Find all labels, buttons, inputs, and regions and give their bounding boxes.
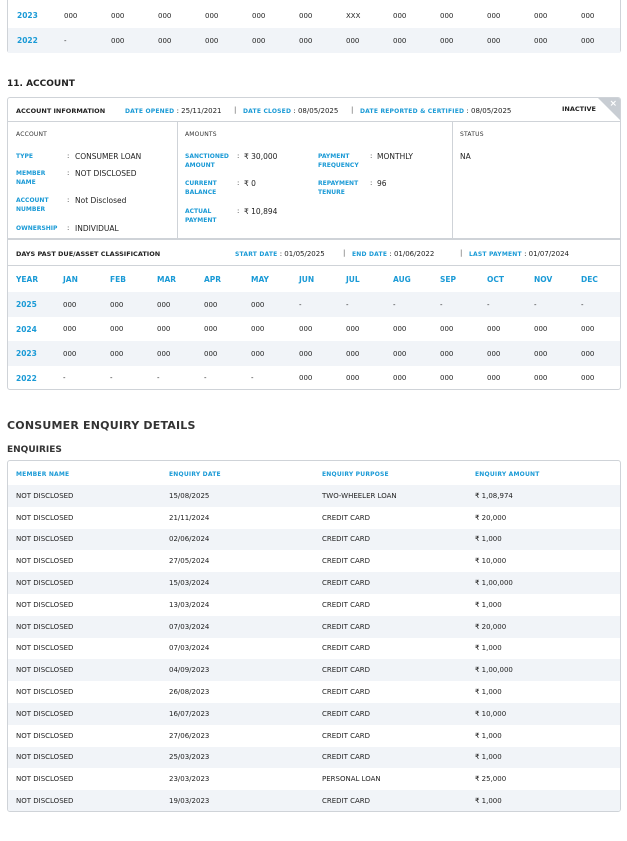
- month-cell: 000: [158, 11, 172, 20]
- table-cell: 07/03/2024: [169, 644, 210, 653]
- month-cell: 000: [393, 36, 407, 45]
- table-row: [8, 366, 620, 391]
- table-cell: 27/05/2024: [169, 557, 210, 566]
- previous-account-dpd-table: [7, 0, 621, 53]
- table-cell: NOT DISCLOSED: [16, 775, 74, 784]
- table-row: [8, 3, 620, 28]
- month-cell: -: [204, 374, 207, 382]
- member-name-label: MEMBER NAME: [16, 170, 46, 186]
- column-header: JUL: [346, 275, 360, 284]
- month-cell: -: [393, 300, 396, 309]
- account-card: ACCOUNT INFORMATION DATE OPENED : 25/11/2021 | DATE CLOSED : 08/05/2025 | DATE REPORTED & CERTIFIED : 08/05/2025 INACTIVE × ACCOUNT AMOUNTS STATUS TYPE : CONSUMER LOAN MEMBER NAME : NOT DISCLOSED ACCOUNT NUMBER : Not Disclosed OWNERSHIP : INDIVIDUAL SANCTIONED AMOUNT : ₹ 30,000 CURRENT BALANCE : ₹ 0 ACTUAL PAYMENT : ₹ 10,894 PAYMENT FREQUENCY : MONTHLY REPAYMENT TENURE : 96 NA DAYS PAST DUE/ASSET CLASSIFICATION START DATE : 01/05/2025 | END DATE : 01/06/2022 | LAST PAYMENT : 01/07/2024 YEAR JAN FEB MAR APR MAY JUN JUL AUG SEP OCT NOV DEC 2025 000 000 000 000 000 - - - - - - - 2024 000 000 000 000 000 000 000 000 000 000 000 000 2023 000 000 000 000 000 000 000 000 000 000 000 000 2022 - - - - - 000 000 000 000 000 000 000: [7, 97, 621, 390]
- table-cell: 16/07/2023: [169, 709, 210, 718]
- month-cell: 000: [299, 325, 313, 333]
- table-row: [8, 790, 620, 812]
- enquiries-table: [7, 460, 621, 812]
- table-cell: ₹ 1,000: [475, 753, 502, 762]
- table-cell: NOT DISCLOSED: [16, 731, 74, 740]
- enquiries-subtitle: ENQUIRIES: [7, 445, 62, 455]
- type-value: CONSUMER LOAN: [75, 152, 142, 161]
- month-cell: 000: [534, 36, 548, 45]
- dpd-end-date: END DATE : 01/06/2022: [352, 250, 435, 258]
- table-cell: CREDIT CARD: [322, 666, 371, 675]
- month-cell: 000: [581, 374, 595, 382]
- month-cell: 000: [204, 349, 218, 358]
- table-cell: 07/03/2024: [169, 622, 210, 631]
- table-cell: NOT DISCLOSED: [16, 688, 74, 697]
- month-cell: 000: [393, 374, 407, 382]
- table-cell: 19/03/2023: [169, 797, 210, 806]
- table-cell: PERSONAL LOAN: [322, 775, 381, 784]
- table-cell: ₹ 1,000: [475, 535, 502, 544]
- month-cell: 000: [111, 36, 125, 45]
- table-row: [8, 703, 620, 725]
- month-cell: -: [63, 374, 66, 382]
- month-cell: 000: [251, 349, 265, 358]
- month-cell: 000: [393, 325, 407, 333]
- month-cell: 000: [581, 349, 595, 358]
- table-cell: ₹ 20,000: [475, 513, 507, 522]
- month-cell: 000: [534, 349, 548, 358]
- column-header: FEB: [110, 275, 126, 284]
- table-cell: TWO-WHEELER LOAN: [322, 491, 397, 500]
- table-row: [8, 507, 620, 529]
- month-cell: 000: [346, 374, 360, 382]
- month-cell: 000: [251, 325, 265, 333]
- table-cell: NOT DISCLOSED: [16, 579, 74, 588]
- sanctioned-amount-value: ₹ 30,000: [244, 152, 278, 161]
- month-cell: 000: [346, 325, 360, 333]
- date-closed: DATE CLOSED : 08/05/2025: [243, 107, 339, 115]
- status-column-title: STATUS: [460, 131, 484, 138]
- month-cell: 000: [393, 11, 407, 20]
- month-cell: -: [251, 374, 254, 382]
- table-cell: NOT DISCLOSED: [16, 709, 74, 718]
- column-header: JAN: [63, 275, 78, 284]
- actual-payment-value: ₹ 10,894: [244, 207, 278, 216]
- repayment-tenure-value: 96: [377, 179, 387, 188]
- table-cell: 23/03/2023: [169, 775, 210, 784]
- month-cell: -: [110, 374, 113, 382]
- column-header: MAY: [251, 275, 269, 284]
- month-cell: 000: [204, 300, 218, 309]
- year-cell: 2023: [17, 11, 38, 20]
- month-cell: 000: [487, 36, 501, 45]
- month-cell: 000: [299, 349, 313, 358]
- actual-payment-label: ACTUAL PAYMENT: [185, 208, 217, 224]
- month-cell: 000: [346, 36, 360, 45]
- column-header: MAR: [157, 275, 177, 284]
- table-row: [8, 28, 620, 53]
- column-header: MEMBER NAME: [16, 471, 70, 478]
- year-cell: 2022: [17, 36, 38, 45]
- table-cell: CREDIT CARD: [322, 753, 371, 762]
- table-row: [8, 616, 620, 638]
- table-cell: ₹ 1,08,974: [475, 491, 513, 500]
- month-cell: 000: [111, 11, 125, 20]
- month-cell: 000: [110, 325, 124, 333]
- month-cell: -: [346, 300, 349, 309]
- column-header: NOV: [534, 275, 553, 284]
- column-header: AUG: [393, 275, 411, 284]
- table-cell: NOT DISCLOSED: [16, 622, 74, 631]
- payment-frequency-value: MONTHLY: [377, 152, 413, 161]
- month-cell: 000: [487, 349, 501, 358]
- dpd-last-payment: LAST PAYMENT : 01/07/2024: [469, 250, 569, 258]
- table-cell: CREDIT CARD: [322, 579, 371, 588]
- month-cell: -: [440, 300, 443, 309]
- table-cell: NOT DISCLOSED: [16, 557, 74, 566]
- table-cell: ₹ 1,000: [475, 731, 502, 740]
- table-cell: CREDIT CARD: [322, 557, 371, 566]
- table-cell: 25/03/2023: [169, 753, 210, 762]
- month-cell: 000: [440, 36, 454, 45]
- ownership-value: INDIVIDUAL: [75, 224, 119, 233]
- table-cell: ₹ 1,000: [475, 688, 502, 697]
- month-cell: 000: [157, 349, 171, 358]
- ownership-label: OWNERSHIP: [16, 225, 58, 232]
- month-cell: 000: [440, 349, 454, 358]
- month-cell: -: [157, 374, 160, 382]
- table-row: [8, 681, 620, 703]
- repayment-tenure-label: REPAYMENT TENURE: [318, 180, 359, 196]
- account-column-title: ACCOUNT: [16, 131, 48, 138]
- table-cell: CREDIT CARD: [322, 644, 371, 653]
- month-cell: 000: [252, 36, 266, 45]
- month-cell: 000: [534, 374, 548, 382]
- month-cell: -: [581, 300, 584, 309]
- table-row: [8, 550, 620, 572]
- table-row: [8, 768, 620, 790]
- column-header: DEC: [581, 275, 598, 284]
- table-row: [8, 638, 620, 660]
- table-row: [8, 341, 620, 366]
- table-cell: ₹ 1,000: [475, 644, 502, 653]
- current-balance-value: ₹ 0: [244, 179, 256, 188]
- table-cell: CREDIT CARD: [322, 709, 371, 718]
- member-name-value: NOT DISCLOSED: [75, 169, 137, 178]
- table-cell: CREDIT CARD: [322, 797, 371, 806]
- month-cell: XXX: [346, 11, 361, 20]
- month-cell: 000: [581, 11, 595, 20]
- month-cell: 000: [487, 374, 501, 382]
- date-reported: DATE REPORTED & CERTIFIED : 08/05/2025: [360, 107, 512, 115]
- table-cell: CREDIT CARD: [322, 731, 371, 740]
- month-cell: 000: [581, 325, 595, 333]
- month-cell: 000: [64, 11, 78, 20]
- month-cell: 000: [346, 349, 360, 358]
- table-row: [8, 572, 620, 594]
- table-cell: 15/08/2025: [169, 491, 210, 500]
- dpd-header-row: [8, 267, 620, 292]
- dpd-start-date: START DATE : 01/05/2025: [235, 250, 325, 258]
- table-cell: ₹ 20,000: [475, 622, 507, 631]
- month-cell: 000: [299, 374, 313, 382]
- table-cell: 27/06/2023: [169, 731, 210, 740]
- account-info-title: ACCOUNT INFORMATION: [16, 107, 106, 115]
- type-label: TYPE: [16, 153, 33, 160]
- table-cell: NOT DISCLOSED: [16, 491, 74, 500]
- account-info-header: ACCOUNT INFORMATION DATE OPENED : 25/11/2021 | DATE CLOSED : 08/05/2025 | DATE REPORTED & CERTIFIED : 08/05/2025 INACTIVE ×: [8, 98, 620, 122]
- dpd-header: DAYS PAST DUE/ASSET CLASSIFICATION START DATE : 01/05/2025 | END DATE : 01/06/2022 | LAST PAYMENT : 01/07/2024: [8, 238, 620, 266]
- month-cell: 000: [299, 11, 313, 20]
- table-cell: NOT DISCLOSED: [16, 600, 74, 609]
- column-header: ENQUIRY DATE: [169, 471, 221, 478]
- month-cell: 000: [252, 11, 266, 20]
- date-opened: DATE OPENED : 25/11/2021: [125, 107, 222, 115]
- table-row: [8, 747, 620, 769]
- column-header: ENQUIRY AMOUNT: [475, 471, 540, 478]
- account-number-value: Not Disclosed: [75, 196, 127, 205]
- payment-frequency-label: PAYMENT FREQUENCY: [318, 153, 359, 169]
- table-cell: NOT DISCLOSED: [16, 644, 74, 653]
- month-cell: 000: [205, 36, 219, 45]
- table-row: [8, 317, 620, 342]
- month-cell: 000: [110, 349, 124, 358]
- month-cell: -: [299, 300, 302, 309]
- table-cell: ₹ 1,00,000: [475, 666, 513, 675]
- column-header: OCT: [487, 275, 504, 284]
- table-row: [8, 725, 620, 747]
- column-header: YEAR: [16, 275, 39, 284]
- column-divider: [452, 122, 453, 238]
- month-cell: 000: [487, 11, 501, 20]
- table-cell: 04/09/2023: [169, 666, 210, 675]
- month-cell: 000: [204, 325, 218, 333]
- column-divider: [177, 122, 178, 238]
- table-cell: NOT DISCLOSED: [16, 513, 74, 522]
- month-cell: 000: [440, 325, 454, 333]
- table-row: [8, 659, 620, 681]
- table-cell: ₹ 1,000: [475, 600, 502, 609]
- month-cell: 000: [534, 325, 548, 333]
- table-cell: 02/06/2024: [169, 535, 210, 544]
- account-number-label: ACCOUNT NUMBER: [16, 197, 49, 213]
- month-cell: 000: [393, 349, 407, 358]
- table-cell: ₹ 1,00,000: [475, 579, 513, 588]
- table-cell: CREDIT CARD: [322, 535, 371, 544]
- month-cell: 000: [205, 11, 219, 20]
- month-cell: 000: [158, 36, 172, 45]
- current-balance-label: CURRENT BALANCE: [185, 180, 217, 196]
- table-cell: ₹ 25,000: [475, 775, 507, 784]
- column-header: ENQUIRY PURPOSE: [322, 471, 389, 478]
- status-badge: INACTIVE: [562, 105, 596, 113]
- consumer-enquiry-title: CONSUMER ENQUIRY DETAILS: [7, 419, 196, 432]
- account-section-heading: 11. ACCOUNT: [7, 79, 75, 89]
- enquiries-header-row: [8, 461, 620, 485]
- table-cell: ₹ 10,000: [475, 557, 507, 566]
- month-cell: 000: [534, 11, 548, 20]
- year-cell: 2024: [16, 324, 37, 334]
- month-cell: 000: [581, 36, 595, 45]
- table-cell: CREDIT CARD: [322, 622, 371, 631]
- table-row: [8, 529, 620, 551]
- dpd-title: DAYS PAST DUE/ASSET CLASSIFICATION: [16, 250, 161, 258]
- month-cell: 000: [63, 349, 77, 358]
- table-row: [8, 485, 620, 507]
- table-cell: CREDIT CARD: [322, 688, 371, 697]
- table-row: [8, 594, 620, 616]
- table-cell: 26/08/2023: [169, 688, 210, 697]
- table-cell: NOT DISCLOSED: [16, 753, 74, 762]
- month-cell: 000: [299, 36, 313, 45]
- table-cell: ₹ 1,000: [475, 797, 502, 806]
- table-cell: 21/11/2024: [169, 513, 210, 522]
- month-cell: 000: [110, 300, 124, 309]
- table-row: [8, 292, 620, 317]
- table-cell: NOT DISCLOSED: [16, 535, 74, 544]
- month-cell: 000: [440, 374, 454, 382]
- amounts-column-title: AMOUNTS: [185, 131, 217, 138]
- column-header: SEP: [440, 275, 457, 284]
- month-cell: -: [64, 36, 67, 45]
- table-cell: CREDIT CARD: [322, 513, 371, 522]
- month-cell: 000: [157, 300, 171, 309]
- table-cell: 15/03/2024: [169, 579, 210, 588]
- month-cell: 000: [487, 325, 501, 333]
- table-cell: NOT DISCLOSED: [16, 797, 74, 806]
- year-cell: 2025: [16, 300, 37, 309]
- month-cell: 000: [63, 325, 77, 333]
- month-cell: 000: [63, 300, 77, 309]
- table-cell: NOT DISCLOSED: [16, 666, 74, 675]
- month-cell: -: [534, 300, 537, 309]
- year-cell: 2023: [16, 349, 37, 358]
- status-value: NA: [460, 152, 471, 161]
- table-cell: 13/03/2024: [169, 600, 210, 609]
- month-cell: -: [487, 300, 490, 309]
- month-cell: 000: [157, 325, 171, 333]
- column-header: APR: [204, 275, 222, 284]
- month-cell: 000: [251, 300, 265, 309]
- close-icon[interactable]: ×: [609, 99, 617, 109]
- sanctioned-amount-label: SANCTIONED AMOUNT: [185, 153, 229, 169]
- column-header: JUN: [299, 275, 315, 284]
- table-cell: CREDIT CARD: [322, 600, 371, 609]
- year-cell: 2022: [16, 373, 37, 383]
- table-cell: ₹ 10,000: [475, 709, 507, 718]
- month-cell: 000: [440, 11, 454, 20]
